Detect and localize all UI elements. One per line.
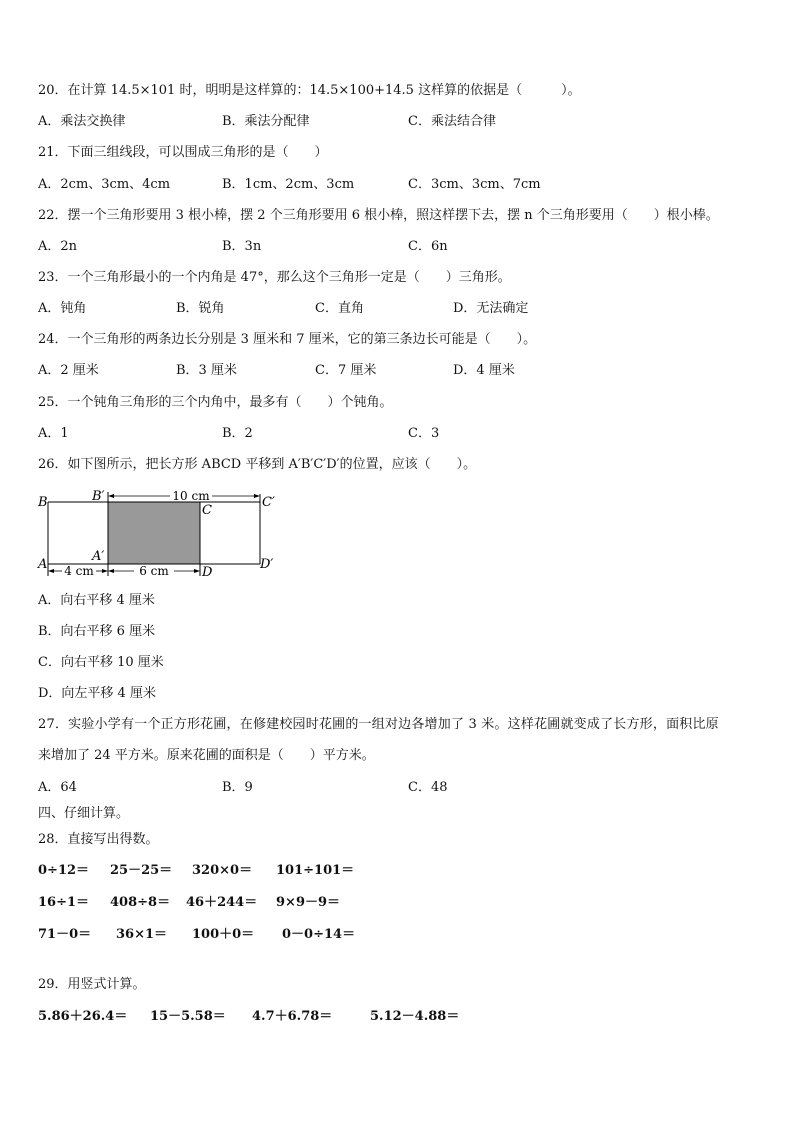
- question-22-stem: 22．摆一个三角形要用 3 根小棒，摆 2 个三角形要用 6 根小棒，照这样摆下去，摆 n 个三角形要用（ ）根小棒。: [38, 208, 719, 223]
- question-26-option-a[interactable]: A．向右平移 4 厘米: [38, 593, 155, 608]
- calc-item: 71－0＝: [38, 927, 92, 942]
- question-20-option-a[interactable]: A．乘法交换律: [38, 114, 126, 129]
- calc-item: 101÷101＝: [276, 863, 355, 878]
- top-arrow-right: [254, 494, 260, 498]
- question-25-stem: 25．一个钝角三角形的三个内角中，最多有（ ）个钝角。: [38, 395, 393, 410]
- mid-arrow-a: [108, 569, 114, 573]
- question-24-option-d[interactable]: D．4 厘米: [453, 363, 515, 378]
- shaded-rectangle: [108, 502, 200, 564]
- label-d-prime: D′: [260, 557, 274, 572]
- calc-item: 46＋244＝: [186, 895, 258, 910]
- question-25-option-a[interactable]: A．1: [38, 426, 69, 441]
- calc-item: 0－0÷14＝: [282, 927, 356, 942]
- question-26-option-d[interactable]: D．向左平移 4 厘米: [38, 686, 156, 701]
- left-arrow-a: [48, 569, 54, 573]
- question-29-stem: 29．用竖式计算。: [38, 977, 146, 992]
- label-b-prime: B′: [92, 489, 105, 504]
- mid-arrow-b: [194, 569, 200, 573]
- mid-dimension-label: 6 cm: [139, 564, 169, 578]
- calc-item: 15－5.58＝: [150, 1009, 226, 1024]
- section-4-heading: 四、仔细计算。: [38, 806, 130, 821]
- top-arrow-left: [108, 494, 114, 498]
- question-28-stem: 28．直接写出得数。: [38, 832, 159, 847]
- label-c: C: [202, 503, 212, 518]
- question-25-option-b[interactable]: B．2: [222, 426, 253, 441]
- translation-figure: [36, 486, 286, 582]
- question-21-option-b[interactable]: B．1cm、2cm、3cm: [222, 177, 355, 192]
- calc-item: 5.12－4.88＝: [370, 1009, 460, 1024]
- question-25-option-c[interactable]: C．3: [408, 426, 440, 441]
- question-24-option-c[interactable]: C．7 厘米: [315, 363, 377, 378]
- left-dimension-label: 4 cm: [64, 564, 94, 578]
- question-20-stem: 20．在计算 14.5×101 时，明明是这样算的：14.5×100+14.5 这样算的依据是（ ）。: [38, 83, 581, 98]
- question-24-option-a[interactable]: A．2 厘米: [38, 363, 99, 378]
- question-27-option-b[interactable]: B．9: [222, 780, 253, 795]
- question-22-option-a[interactable]: A．2n: [38, 239, 78, 254]
- question-26-option-b[interactable]: B．向右平移 6 厘米: [38, 624, 156, 639]
- calc-item: 25－25＝: [110, 863, 173, 878]
- label-a: A: [38, 557, 48, 572]
- question-23-option-c[interactable]: C．直角: [315, 301, 364, 316]
- calc-item: 9×9－9＝: [276, 895, 341, 910]
- calc-item: 5.86＋26.4＝: [38, 1009, 128, 1024]
- calc-item: 100＋0＝: [192, 927, 255, 942]
- question-23-stem: 23．一个三角形最小的一个内角是 47°，那么这个三角形一定是（ ）三角形。: [38, 270, 511, 285]
- question-22-option-c[interactable]: C．6n: [408, 239, 448, 254]
- question-21-option-a[interactable]: A．2cm、3cm、4cm: [38, 177, 171, 192]
- question-20-option-c[interactable]: C．乘法结合律: [408, 114, 496, 129]
- calc-item: 0÷12＝: [38, 863, 90, 878]
- question-22-option-b[interactable]: B．3n: [222, 239, 262, 254]
- question-26-stem: 26．如下图所示，把长方形 ABCD 平移到 A′B′C′D′的位置，应该（ ）。: [38, 457, 477, 472]
- question-27-stem-line2: 来增加了 24 平方米。原来花圃的面积是（ ）平方米。: [38, 748, 375, 763]
- label-b: B: [38, 495, 48, 510]
- question-20-option-b[interactable]: B．乘法分配律: [222, 114, 310, 129]
- left-arrow-b: [102, 569, 108, 573]
- label-d: D: [202, 565, 213, 580]
- question-27-stem-line1: 27．实验小学有一个正方形花圃，在修建校园时花圃的一组对边各增加了 3 米。这样花圃就变成了长方形，面积比原: [38, 717, 719, 732]
- calc-item: 36×1＝: [116, 927, 168, 942]
- question-27-option-c[interactable]: C．48: [408, 780, 448, 795]
- question-26-option-c[interactable]: C．向右平移 10 厘米: [38, 655, 164, 670]
- question-23-option-b[interactable]: B．锐角: [176, 301, 225, 316]
- question-23-option-d[interactable]: D．无法确定: [453, 301, 529, 316]
- calc-item: 4.7＋6.78＝: [252, 1009, 333, 1024]
- calc-item: 320×0＝: [192, 863, 253, 878]
- question-21-stem: 21．下面三组线段，可以围成三角形的是（ ）: [38, 145, 328, 160]
- label-c-prime: C′: [262, 495, 275, 510]
- calc-item: 408÷8＝: [110, 895, 171, 910]
- question-21-option-c[interactable]: C．3cm、3cm、7cm: [408, 177, 541, 192]
- question-23-option-a[interactable]: A．钝角: [38, 301, 87, 316]
- question-24-stem: 24．一个三角形的两条边长分别是 3 厘米和 7 厘米，它的第三条边长可能是（ ）。: [38, 332, 537, 347]
- top-dimension-label: 10 cm: [172, 489, 210, 503]
- label-a-prime: A′: [92, 549, 105, 564]
- question-27-option-a[interactable]: A．64: [38, 780, 77, 795]
- calc-item: 16÷1＝: [38, 895, 90, 910]
- question-24-option-b[interactable]: B．3 厘米: [176, 363, 237, 378]
